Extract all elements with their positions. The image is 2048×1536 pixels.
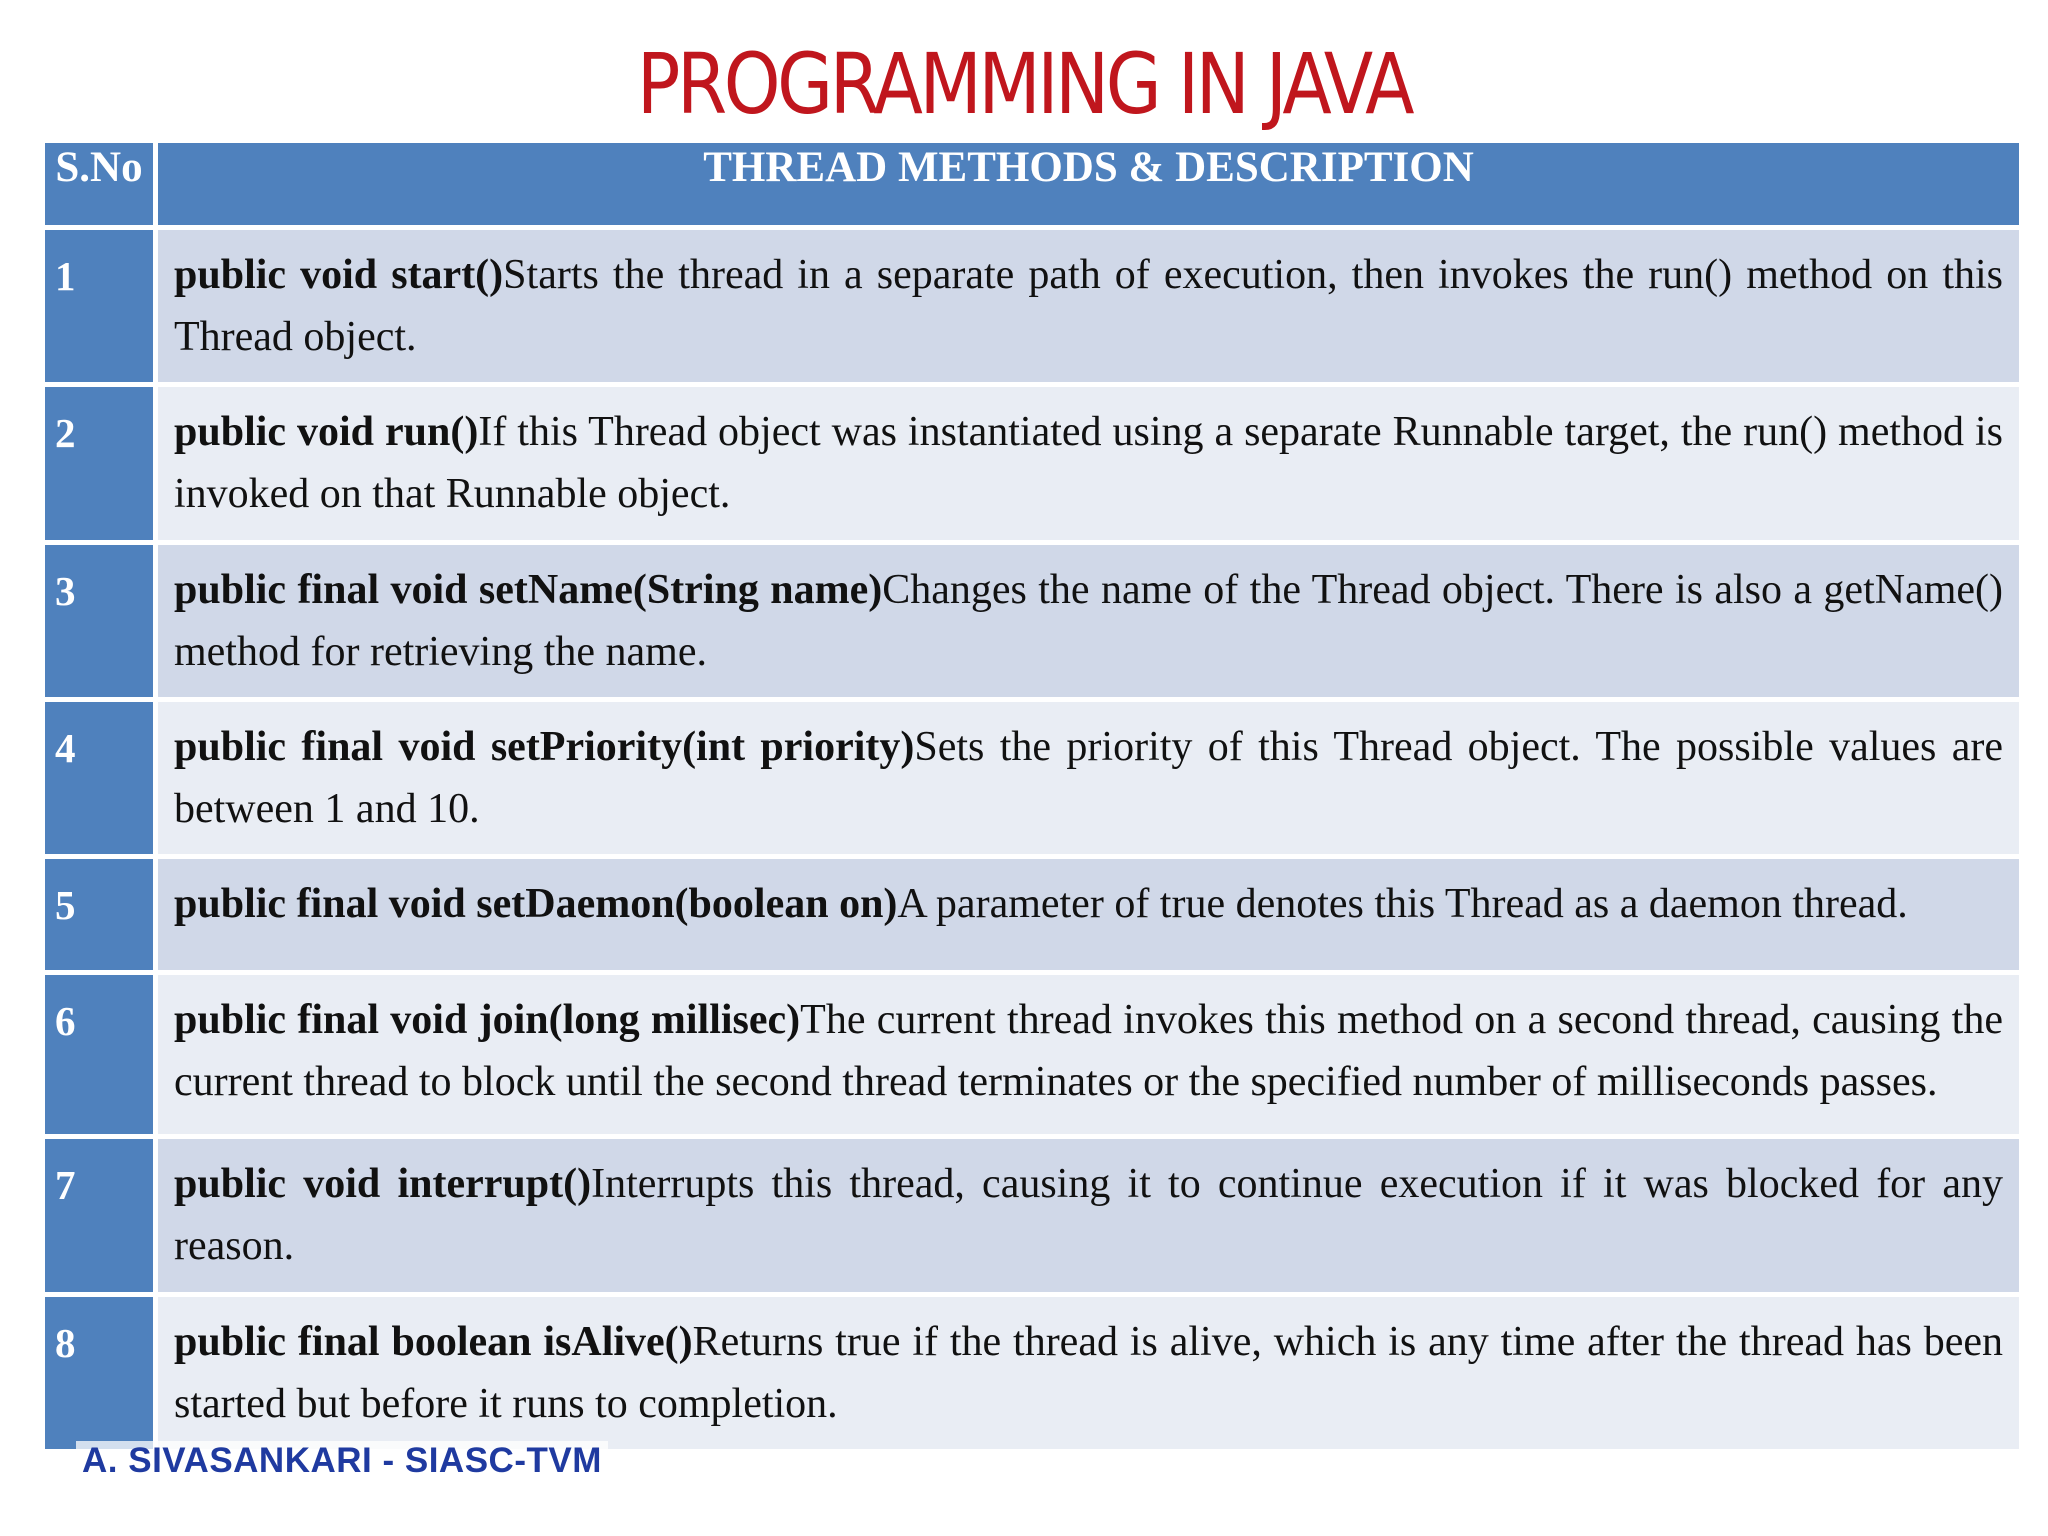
method-description [156, 972, 2022, 1137]
method-signature: public final void setPriority(int priority) [174, 724, 915, 771]
method-description [156, 385, 2022, 542]
method-text: Returns true if the thread is alive, which is any time after the thread has been started but before it runs to completion. [174, 1318, 2003, 1427]
method-text: Interrupts this thread, causing it to continue execution if it was blocked for any reason. [174, 1161, 2003, 1270]
row-number: 4 [43, 700, 156, 857]
table-row [43, 700, 2022, 857]
author-footer: A. SIVASANKARI - SIASC-TVM [76, 1441, 608, 1481]
table-row [43, 385, 2022, 542]
table-row [43, 972, 2022, 1137]
method-text: A parameter of true denotes this Thread as a daemon thread. [897, 881, 1908, 928]
row-number: 7 [43, 1137, 156, 1294]
method-text: Sets the priority of this Thread object. The possible values are between 1 and 10. [174, 724, 2003, 833]
table-row [43, 1137, 2022, 1294]
row-number: 1 [43, 228, 156, 385]
header-description: THREAD METHODS & DESCRIPTION [156, 141, 2022, 228]
row-number: 2 [43, 385, 156, 542]
method-text: If this Thread object was instantiated using a separate Runnable target, the run() method is invoked on that Runnable object. [174, 409, 2003, 518]
method-signature: public final boolean isAlive() [174, 1318, 693, 1365]
row-number: 5 [43, 857, 156, 972]
slide-title: PROGRAMMING IN JAVA [636, 35, 1412, 133]
method-text: Changes the name of the Thread object. There is also a getName() method for retrieving the name. [174, 566, 2004, 675]
method-text: Starts the thread in a separate path of execution, then invokes the run() method on this Thread object. [174, 252, 2003, 360]
row-number: 3 [43, 542, 156, 699]
method-signature: public final void setDaemon(boolean on) [174, 881, 898, 928]
method-signature: public void run() [174, 409, 479, 456]
table-row [43, 1294, 2022, 1451]
method-description [156, 700, 2022, 857]
table-row [43, 228, 2022, 385]
method-description [156, 228, 2022, 385]
header-sno: S.No [43, 141, 156, 228]
method-description [156, 1137, 2022, 1294]
method-description [156, 1294, 2022, 1451]
method-signature: public final void setName(String name) [174, 566, 883, 613]
method-signature: public final void join(long millisec) [174, 996, 801, 1043]
method-description [156, 542, 2022, 699]
thread-methods-table [40, 138, 2024, 1454]
method-description [156, 857, 2022, 972]
table-row [43, 857, 2022, 972]
table-row [43, 542, 2022, 699]
row-number: 6 [43, 972, 156, 1137]
method-signature: public void start() [174, 252, 504, 298]
table-header-row [43, 141, 2022, 228]
method-signature: public void interrupt() [174, 1161, 592, 1208]
method-text: The current thread invokes this method on a second thread, causing the current thread to block until the second thread terminates or the specified number of milliseconds passes. [174, 996, 2003, 1105]
row-number: 8 [43, 1294, 156, 1451]
